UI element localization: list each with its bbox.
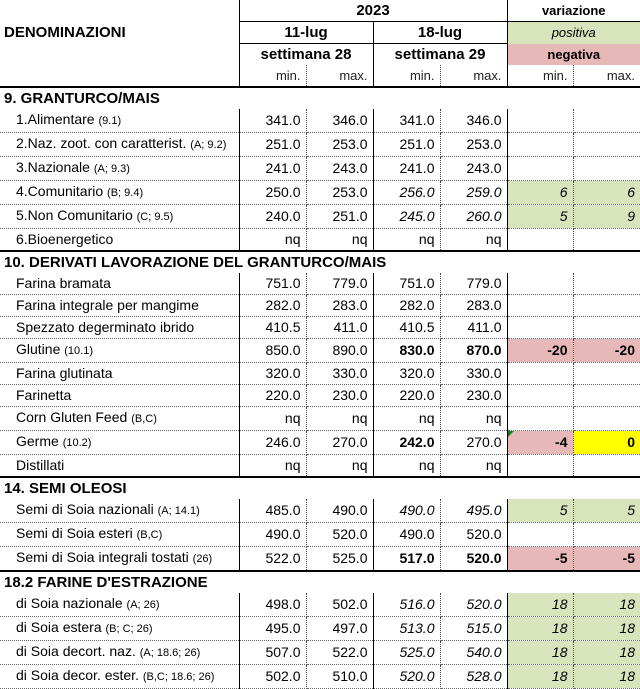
w28-max-value: 510.0 (306, 665, 373, 689)
w28-max-value: 522.0 (306, 641, 373, 665)
table-row (0, 317, 640, 339)
week2-label: settimana 29 (373, 44, 507, 66)
row-ref: (B; C; 26) (105, 623, 153, 635)
var-max-value: 9 (573, 205, 640, 229)
w28-min-value: 495.0 (239, 617, 306, 641)
row-ref: (C; 9.5) (136, 211, 174, 223)
section-title: 10. DERIVATI LAVORAZIONE DEL GRANTURCO/MAIS (0, 251, 640, 273)
var-min-value: 18 (507, 593, 573, 617)
w28-max-value: 520.0 (306, 523, 373, 547)
w28-min-value: 240.0 (239, 205, 306, 229)
row-ref: (A; 26) (126, 599, 160, 611)
w28-min-value: 251.0 (239, 133, 306, 157)
row-name: di Soia nazionale (16, 595, 123, 611)
w28-max-value: 411.0 (306, 317, 373, 339)
table-row (0, 547, 640, 572)
row-label (0, 499, 239, 523)
w28-max-value: 890.0 (306, 339, 373, 363)
var-max-value: 18 (573, 641, 640, 665)
w29-min-value: 490.0 (373, 523, 440, 547)
w29-max-header: max. (473, 68, 502, 83)
table-row (0, 181, 640, 205)
negativa-legend: negativa (507, 44, 640, 66)
row-label (0, 431, 239, 455)
var-min-value: -20 (507, 339, 573, 363)
row-name: Semi di Soia esteri (16, 525, 133, 541)
row-name: Distillati (16, 457, 65, 473)
w29-min-value: nq (373, 229, 440, 252)
w29-min-value: 410.5 (373, 317, 440, 339)
row-name: 1.Alimentare (16, 111, 95, 127)
var-min-value (507, 363, 573, 385)
w29-max-value: 520.0 (440, 547, 507, 572)
row-ref: (A; 9.3) (93, 163, 130, 175)
w28-max-value: 243.0 (306, 157, 373, 181)
row-label (0, 385, 239, 407)
w28-max-value: nq (306, 229, 373, 252)
w28-min-value: 490.0 (239, 523, 306, 547)
var-max-value (573, 229, 640, 252)
denominazioni-header: DENOMINAZIONI (4, 24, 126, 41)
w29-min-value: 520.0 (373, 665, 440, 689)
var-max-value (573, 109, 640, 133)
var-min-value: 18 (507, 665, 573, 689)
w28-max-value: 253.0 (306, 181, 373, 205)
var-min-value: 18 (507, 617, 573, 641)
table-row (0, 295, 640, 317)
row-label (0, 617, 239, 641)
section-title: 9. GRANTURCO/MAIS (0, 87, 640, 109)
w29-min-value: 282.0 (373, 295, 440, 317)
row-label (0, 665, 239, 689)
var-min-value (507, 157, 573, 181)
w28-min-value: 282.0 (239, 295, 306, 317)
var-min-value (507, 523, 573, 547)
w28-min-value: 522.0 (239, 547, 306, 572)
section-header (0, 87, 640, 109)
w28-min-value: 220.0 (239, 385, 306, 407)
w29-max-value: 259.0 (440, 181, 507, 205)
var-min-value (507, 385, 573, 407)
w28-min-value: 751.0 (239, 273, 306, 295)
var-max-value (573, 273, 640, 295)
section-header (0, 477, 640, 499)
w28-max-value: 270.0 (306, 431, 373, 455)
table-row (0, 431, 640, 455)
row-label (0, 407, 239, 431)
row-name: Corn Gluten Feed (16, 409, 128, 425)
row-name: 6.Bioenergetico (16, 231, 114, 247)
section-title: 14. SEMI OLEOSI (0, 477, 640, 499)
w28-min-value: nq (239, 455, 306, 478)
w28-max-value: 497.0 (306, 617, 373, 641)
row-name: Spezzato degerminato ibrido (16, 319, 195, 335)
row-label (0, 295, 239, 317)
w28-min-value: nq (239, 229, 306, 252)
w29-min-value: 245.0 (373, 205, 440, 229)
table-row (0, 363, 640, 385)
table-row (0, 229, 640, 252)
table-row (0, 665, 640, 689)
var-max-value (573, 295, 640, 317)
year-header: 2023 (239, 0, 507, 22)
row-name: Farina bramata (16, 275, 111, 291)
row-label (0, 205, 239, 229)
w29-max-value: 520.0 (440, 593, 507, 617)
table-row (0, 339, 640, 363)
w29-min-value: 513.0 (373, 617, 440, 641)
table-row (0, 593, 640, 617)
w29-min-value: 490.0 (373, 499, 440, 523)
row-label (0, 455, 239, 478)
empty-cell (0, 65, 239, 87)
w29-max-value: 283.0 (440, 295, 507, 317)
row-name: Germe (16, 433, 59, 449)
row-label (0, 273, 239, 295)
row-label (0, 317, 239, 339)
w29-max-value: 870.0 (440, 339, 507, 363)
row-ref: (9.1) (98, 115, 122, 127)
w28-min-value: 485.0 (239, 499, 306, 523)
var-min-value (507, 133, 573, 157)
row-label (0, 523, 239, 547)
row-name: di Soia decort. naz. (16, 643, 136, 659)
row-label (0, 181, 239, 205)
w29-max-value: 515.0 (440, 617, 507, 641)
var-max-value: -5 (573, 547, 640, 572)
var-min-value: 6 (507, 181, 573, 205)
w29-min-value: 241.0 (373, 157, 440, 181)
row-ref: (A; 18.6; 26) (139, 647, 201, 659)
row-name: di Soia estera (16, 619, 102, 635)
w29-max-value: nq (440, 229, 507, 252)
w29-max-value: 230.0 (440, 385, 507, 407)
w28-max-value: nq (306, 455, 373, 478)
var-max-value: 6 (573, 181, 640, 205)
var-min-value (507, 317, 573, 339)
w29-min-value: 256.0 (373, 181, 440, 205)
variazione-header: variazione (507, 0, 640, 22)
w29-max-value: 243.0 (440, 157, 507, 181)
w28-max-value: 230.0 (306, 385, 373, 407)
table-row (0, 273, 640, 295)
table-row (0, 407, 640, 431)
w28-max-value: 330.0 (306, 363, 373, 385)
row-name: Semi di Soia nazionali (16, 501, 154, 517)
w28-min-value: 502.0 (239, 665, 306, 689)
row-name: Farina glutinata (16, 365, 113, 381)
var-min-value (507, 109, 573, 133)
var-max-value: 18 (573, 665, 640, 689)
table-row (0, 641, 640, 665)
table-row (0, 617, 640, 641)
w29-max-value: 253.0 (440, 133, 507, 157)
w29-min-value: nq (373, 407, 440, 431)
row-name: Glutine (16, 341, 61, 357)
row-name: 3.Nazionale (16, 159, 90, 175)
row-name: Farinetta (16, 387, 72, 403)
var-max-value (573, 157, 640, 181)
table-row (0, 385, 640, 407)
w28-min-value: 320.0 (239, 363, 306, 385)
w28-max-value: 490.0 (306, 499, 373, 523)
w29-min-value: 516.0 (373, 593, 440, 617)
row-name: Semi di Soia integrali tostati (16, 549, 189, 565)
w29-max-value: 520.0 (440, 523, 507, 547)
section-header (0, 251, 640, 273)
var-max-value: 5 (573, 499, 640, 523)
row-ref: (A; 9.2) (190, 139, 227, 151)
week1-date: 11-lug (239, 22, 373, 44)
w28-max-value: 779.0 (306, 273, 373, 295)
var-min-value: -5 (507, 547, 573, 572)
var-min-value (507, 273, 573, 295)
w28-max-value: 346.0 (306, 109, 373, 133)
var-max-value (573, 385, 640, 407)
w29-min-value: nq (373, 455, 440, 478)
w28-min-header: min. (239, 65, 306, 87)
table-row (0, 133, 640, 157)
w29-max-value: nq (440, 407, 507, 431)
row-name: Farina integrale per mangime (16, 297, 199, 313)
w29-min-header: min. (373, 65, 440, 87)
row-ref: (10.1) (64, 345, 93, 357)
w28-min-value: 507.0 (239, 641, 306, 665)
w29-max-value: 260.0 (440, 205, 507, 229)
week2-date: 18-lug (373, 22, 507, 44)
table-row (0, 205, 640, 229)
w29-min-value: 525.0 (373, 641, 440, 665)
w28-min-value: 250.0 (239, 181, 306, 205)
var-max-value (573, 407, 640, 431)
w28-max-value: nq (306, 407, 373, 431)
var-min-value (507, 455, 573, 478)
table-row (0, 157, 640, 181)
row-name: 4.Comunitario (16, 183, 104, 199)
week1-label: settimana 28 (239, 44, 373, 66)
w28-max-value: 253.0 (306, 133, 373, 157)
row-label (0, 157, 239, 181)
w29-max-value: 495.0 (440, 499, 507, 523)
var-max-value (573, 317, 640, 339)
w29-min-value: 341.0 (373, 109, 440, 133)
var-min-value: 18 (507, 641, 573, 665)
w28-max-value: 283.0 (306, 295, 373, 317)
var-max-value: 0 (573, 431, 640, 455)
row-ref: (10.2) (62, 437, 92, 449)
w28-max-header: max. (339, 68, 368, 83)
w29-max-value: 540.0 (440, 641, 507, 665)
var-min-value (507, 407, 573, 431)
w28-min-value: 241.0 (239, 157, 306, 181)
w29-max-value: 528.0 (440, 665, 507, 689)
w28-min-value: 341.0 (239, 109, 306, 133)
table-row (0, 523, 640, 547)
section-header (0, 571, 640, 593)
row-label (0, 133, 239, 157)
row-label (0, 109, 239, 133)
var-max-value (573, 133, 640, 157)
w28-max-value: 525.0 (306, 547, 373, 572)
var-min-value (507, 229, 573, 252)
var-min-header: min. (507, 65, 573, 87)
w29-max-value: 330.0 (440, 363, 507, 385)
var-min-value: 5 (507, 499, 573, 523)
var-max-value: 18 (573, 617, 640, 641)
w29-min-value: 517.0 (373, 547, 440, 572)
row-ref: (B,C) (131, 413, 157, 425)
row-label (0, 363, 239, 385)
row-name: di Soia decor. ester. (16, 667, 139, 683)
var-min-value: 5 (507, 205, 573, 229)
w28-min-value: 498.0 (239, 593, 306, 617)
table-row (0, 109, 640, 133)
w29-min-value: 830.0 (373, 339, 440, 363)
var-max-value (573, 455, 640, 478)
w29-min-value: 220.0 (373, 385, 440, 407)
w29-max-value: nq (440, 455, 507, 478)
var-max-value: -20 (573, 339, 640, 363)
w28-max-value: 251.0 (306, 205, 373, 229)
w28-min-value: 850.0 (239, 339, 306, 363)
w29-max-value: 270.0 (440, 431, 507, 455)
row-label (0, 593, 239, 617)
row-label (0, 641, 239, 665)
var-max-header: max. (606, 68, 635, 83)
section-title: 18.2 FARINE D'ESTRAZIONE (0, 571, 640, 593)
row-label (0, 229, 239, 252)
positiva-legend: positiva (507, 22, 640, 44)
w29-max-value: 346.0 (440, 109, 507, 133)
table-row (0, 499, 640, 523)
w29-max-value: 411.0 (440, 317, 507, 339)
row-ref: (B; 9.4) (107, 187, 144, 199)
w28-min-value: 246.0 (239, 431, 306, 455)
row-label (0, 547, 239, 572)
row-ref: (26) (192, 553, 213, 565)
row-ref: (B,C) (136, 529, 163, 541)
var-max-value (573, 523, 640, 547)
row-ref: (B,C; 18.6; 26) (142, 671, 215, 683)
w29-min-value: 320.0 (373, 363, 440, 385)
w29-min-value: 251.0 (373, 133, 440, 157)
row-label (0, 339, 239, 363)
w28-min-value: 410.5 (239, 317, 306, 339)
row-ref: (A; 14.1) (157, 505, 200, 517)
w28-max-value: 502.0 (306, 593, 373, 617)
var-max-value: 18 (573, 593, 640, 617)
var-max-value (573, 363, 640, 385)
w29-max-value: 779.0 (440, 273, 507, 295)
w29-min-value: 751.0 (373, 273, 440, 295)
var-min-value (507, 295, 573, 317)
row-name: 2.Naz. zoot. con caratterist. (16, 135, 187, 151)
var-min-value: -4 (507, 431, 573, 455)
w28-min-value: nq (239, 407, 306, 431)
w29-min-value: 242.0 (373, 431, 440, 455)
table-row (0, 455, 640, 478)
row-name: 5.Non Comunitario (16, 207, 133, 223)
